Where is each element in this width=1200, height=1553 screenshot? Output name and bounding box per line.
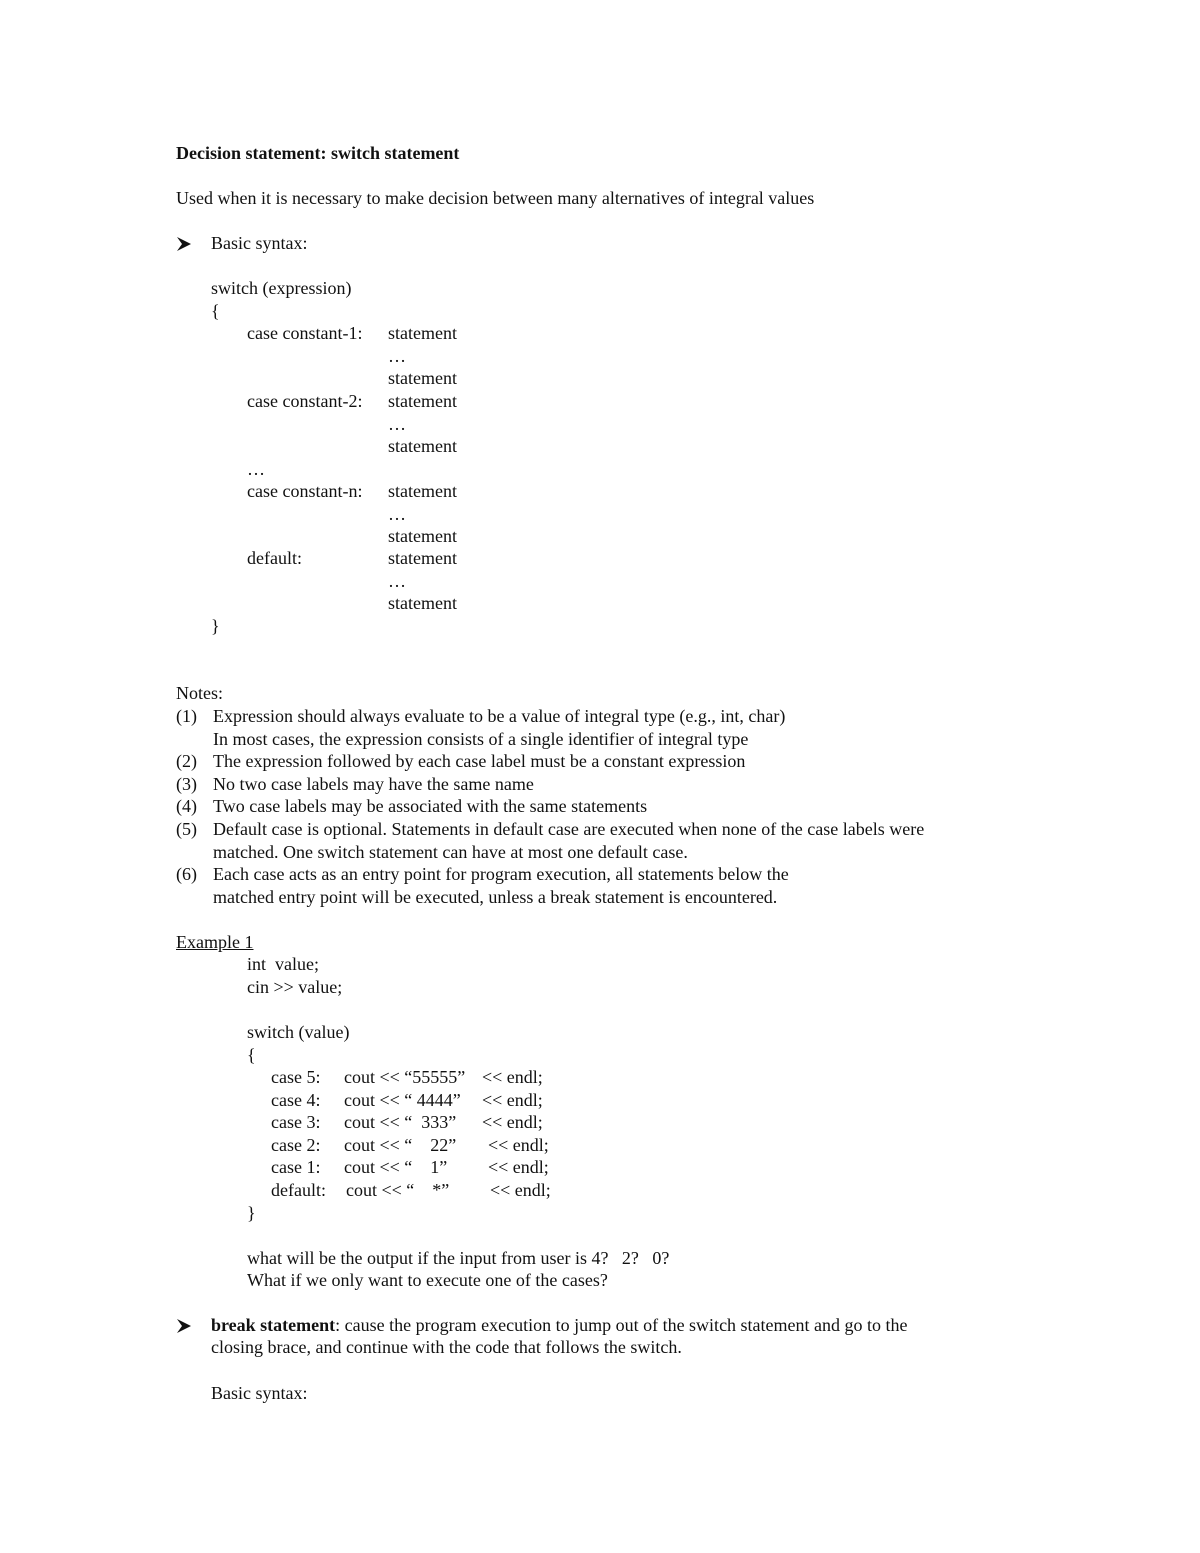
syntax-statement: statement xyxy=(388,368,457,388)
example1-heading: Example 1 xyxy=(176,932,254,952)
syntax-statement: statement xyxy=(388,548,457,568)
syntax-case1-label: case constant-1: xyxy=(247,323,363,343)
arrowhead-bullet-icon xyxy=(176,1318,192,1334)
break-basic-syntax-label: Basic syntax: xyxy=(211,1383,308,1403)
arrowhead-bullet-icon xyxy=(176,236,192,252)
note-number: (5) xyxy=(176,819,197,839)
note-line: matched entry point will be executed, unless a break statement is encountered. xyxy=(213,887,778,907)
note-line: The expression followed by each case label must be a constant expression xyxy=(213,751,746,771)
note-line: In most cases, the expression consists of a single identifier of integral type xyxy=(213,729,749,749)
syntax-ellipsis: … xyxy=(388,414,406,434)
intro-text: Used when it is necessary to make decision between many alternatives of integral values xyxy=(176,188,815,208)
example1-case-label: case 4: xyxy=(271,1090,321,1110)
example1-question-2: What if we only want to execute one of the cases? xyxy=(247,1270,608,1290)
example1-case-cout: cout << “ 1” xyxy=(344,1157,448,1177)
example1-case-label: case 2: xyxy=(271,1135,321,1155)
break-statement-term: break statement xyxy=(211,1315,336,1335)
example1-case-endl: << endl; xyxy=(488,1157,549,1177)
syntax-ellipsis-cases: … xyxy=(247,459,265,479)
example1-case-cout: cout << “ *” xyxy=(346,1180,450,1200)
notes-label: Notes: xyxy=(176,683,223,703)
example1-case-endl: << endl; xyxy=(488,1135,549,1155)
syntax-statement: statement xyxy=(388,481,457,501)
break-statement-text: : cause the program execution to jump out of the switch statement and go to the xyxy=(335,1315,908,1335)
syntax-statement: statement xyxy=(388,593,457,613)
syntax-statement: statement xyxy=(388,436,457,456)
basic-syntax-label: Basic syntax: xyxy=(211,233,308,253)
note-number: (4) xyxy=(176,796,197,816)
example1-case-cout: cout << “ 333” xyxy=(344,1112,457,1132)
syntax-ellipsis: … xyxy=(388,571,406,591)
note-line: Default case is optional. Statements in default case are executed when none of the case labels were xyxy=(213,819,925,839)
page-title: Decision statement: switch statement xyxy=(176,143,460,163)
example1-case-label: case 1: xyxy=(271,1157,321,1177)
syntax-statement: statement xyxy=(388,323,457,343)
syntax-open-brace: { xyxy=(211,301,220,321)
example1-case-endl: << endl; xyxy=(490,1180,551,1200)
example1-case-label: case 3: xyxy=(271,1112,321,1132)
syntax-ellipsis: … xyxy=(388,346,406,366)
note-number: (1) xyxy=(176,706,197,726)
example1-case-endl: << endl; xyxy=(482,1067,543,1087)
example1-case-label: case 5: xyxy=(271,1067,321,1087)
break-statement-text-cont: closing brace, and continue with the code that follows the switch. xyxy=(211,1337,682,1357)
example1-decl: int value; xyxy=(247,954,319,974)
syntax-close-brace: } xyxy=(211,616,220,636)
syntax-casen-label: case constant-n: xyxy=(247,481,363,501)
syntax-statement: statement xyxy=(388,391,457,411)
note-number: (3) xyxy=(176,774,197,794)
syntax-statement: statement xyxy=(388,526,457,546)
example1-case-cout: cout << “ 4444” xyxy=(344,1090,461,1110)
example1-switch-line: switch (value) xyxy=(247,1022,350,1042)
note-number: (6) xyxy=(176,864,197,884)
note-line: Two case labels may be associated with the same statements xyxy=(213,796,648,816)
example1-case-label: default: xyxy=(271,1180,326,1200)
example1-open-brace: { xyxy=(247,1045,256,1065)
example1-case-endl: << endl; xyxy=(482,1112,543,1132)
example1-case-cout: cout << “55555” xyxy=(344,1067,466,1087)
note-line: matched. One switch statement can have at most one default case. xyxy=(213,842,688,862)
syntax-case2-label: case constant-2: xyxy=(247,391,363,411)
note-number: (2) xyxy=(176,751,197,771)
example1-input: cin >> value; xyxy=(247,977,343,997)
syntax-default-label: default: xyxy=(247,548,302,568)
example1-case-cout: cout << “ 22” xyxy=(344,1135,457,1155)
example1-question-1: what will be the output if the input from user is 4? 2? 0? xyxy=(247,1248,670,1268)
note-line: No two case labels may have the same name xyxy=(213,774,534,794)
note-line: Each case acts as an entry point for program execution, all statements below the xyxy=(213,864,789,884)
note-line: Expression should always evaluate to be a value of integral type (e.g., int, char) xyxy=(213,706,786,726)
syntax-switch-line: switch (expression) xyxy=(211,278,352,298)
example1-case-endl: << endl; xyxy=(482,1090,543,1110)
break-statement-line xyxy=(211,1314,908,1336)
example1-close-brace: } xyxy=(247,1203,256,1223)
syntax-ellipsis: … xyxy=(388,504,406,524)
